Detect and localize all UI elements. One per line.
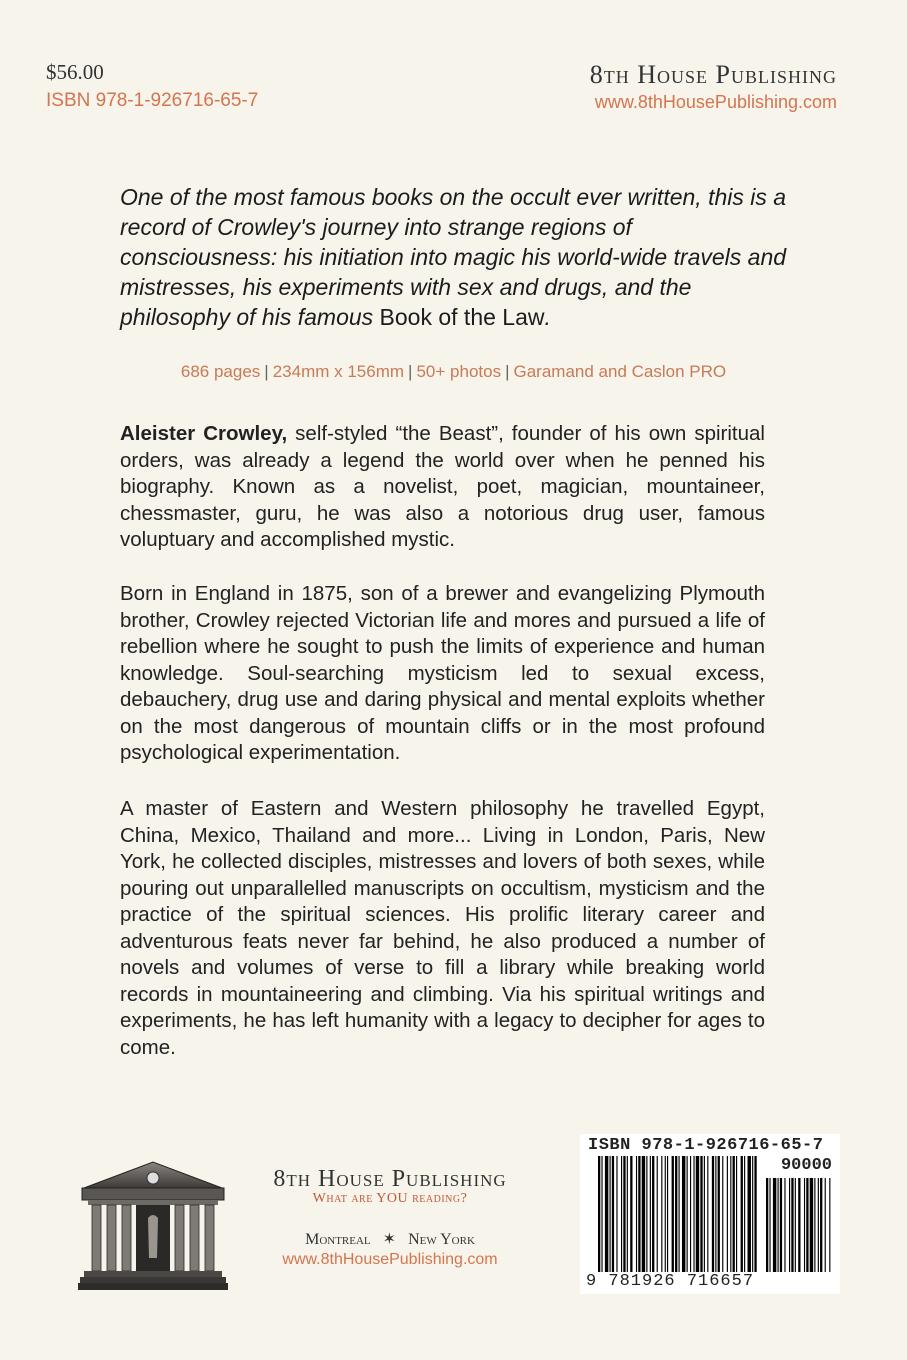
- barcode-bar: [727, 1156, 728, 1272]
- barcode-bar: [646, 1156, 647, 1272]
- price: $56.00: [46, 60, 104, 84]
- barcode-bar: [642, 1156, 645, 1272]
- isbn-top: ISBN 978-1-926716-65-7: [46, 90, 259, 111]
- barcode-bar: [712, 1156, 714, 1272]
- footer-publisher-name: 8th House Publishing: [273, 1166, 507, 1192]
- blurb: [120, 182, 788, 332]
- barcode-bars: [580, 1134, 840, 1294]
- footer-tagline: What are YOU reading?: [312, 1191, 468, 1206]
- barcode-bar: [804, 1178, 805, 1272]
- barcode-bar: [612, 1156, 614, 1272]
- barcode-bar: [810, 1178, 813, 1272]
- barcode-bar: [715, 1156, 716, 1272]
- publisher-url[interactable]: www.8thHousePublishing.com: [594, 92, 837, 112]
- barcode-bar: [766, 1178, 768, 1272]
- barcode-bar: [650, 1156, 651, 1272]
- barcode-bar: [630, 1156, 632, 1272]
- barcode-bar: [627, 1156, 628, 1272]
- star-icon: ✶: [382, 1231, 397, 1248]
- barcode-bar: [806, 1178, 808, 1272]
- barcode: [580, 1134, 840, 1294]
- barcode-bar: [722, 1156, 723, 1272]
- paragraph-1: [120, 421, 765, 554]
- spec-separator: |: [505, 362, 510, 381]
- barcode-bar: [690, 1156, 691, 1272]
- barcode-digits: 9 781926 716657: [586, 1272, 755, 1291]
- barcode-bar: [736, 1156, 737, 1272]
- barcode-bar: [814, 1178, 815, 1272]
- barcode-bar: [601, 1156, 602, 1272]
- temple-logo-icon: [78, 1158, 228, 1292]
- barcode-bar: [707, 1156, 708, 1272]
- barcode-bar: [636, 1156, 637, 1272]
- barcode-bar: [652, 1156, 654, 1272]
- barcode-bar: [672, 1156, 674, 1272]
- barcode-bar: [667, 1156, 668, 1272]
- city-montreal: Montreal: [305, 1231, 371, 1248]
- book-title: Book of the Law: [379, 304, 545, 330]
- blurb-text: One of the most famous books on the occult ever written, this is a record of Crowley's journey into strange regions of consciousness: his initiation into magic his world-wide travels and mistresses, his experiments with sex and drugs, and the philosophy of his famous: [120, 184, 787, 330]
- barcode-bar: [769, 1178, 770, 1272]
- barcode-bar: [773, 1178, 776, 1272]
- barcode-bar: [693, 1156, 694, 1272]
- barcode-bar: [825, 1178, 826, 1272]
- spec-separator: |: [264, 362, 269, 381]
- barcode-bar: [818, 1178, 819, 1272]
- barcode-bar: [638, 1156, 640, 1272]
- barcode-bar: [675, 1156, 677, 1272]
- publisher-header: [590, 60, 837, 113]
- footer-url[interactable]: www.8thHousePublishing.com: [282, 1251, 498, 1268]
- spec-size: 234mm x 156mm: [272, 362, 405, 381]
- blurb-end: .: [544, 304, 551, 330]
- paragraph-1-text: self-styled “the Beast”, founder of his own spiritual orders, was already a legend the world over when he penned his biography. Known as a novelist, poet, magician, mountaineer, chessmaster, guru, he was also a notorious drug user, famous voluptuary and accomplished mystic.: [120, 422, 765, 551]
- barcode-bar: [657, 1156, 658, 1272]
- spec-fonts: Garamand and Caslon PRO: [513, 362, 727, 381]
- barcode-bar: [718, 1156, 720, 1272]
- barcode-bar: [752, 1156, 753, 1272]
- barcode-bar: [665, 1156, 666, 1272]
- paragraph-3: A master of Eastern and Western philosophy he travelled Egypt, China, Mexico, Thailand and more... Living in London, Paris, New York, he collected disciples, mistresses and lovers of both sexes, while pouring out unparallelled manuscripts on occultism, mysticism and the practice of the spiritual sciences. His prolific literary career and adventurous feats never far behind, he also produced a number of novels and volumes of verse to fill a library while breaking world records in mountaineering and climbing. Via his spiritual writings and experiments, he has left humanity with a legacy to decipher for ages to come.: [120, 797, 765, 1059]
- spec-photos: 50+ photos: [416, 362, 502, 381]
- barcode-bar: [682, 1156, 685, 1272]
- barcode-bar: [704, 1156, 705, 1272]
- barcode-bar: [605, 1156, 608, 1272]
- barcode-bar: [754, 1156, 756, 1272]
- barcode-bar: [780, 1178, 782, 1272]
- barcode-bar: [700, 1156, 702, 1272]
- barcode-bar: [791, 1178, 793, 1272]
- barcode-bar: [829, 1178, 830, 1272]
- barcode-bar: [730, 1156, 731, 1272]
- barcode-price-code: 90000: [780, 1156, 832, 1175]
- barcode-bar: [789, 1178, 790, 1272]
- publisher-footer: [240, 1166, 540, 1269]
- barcode-bar: [610, 1156, 611, 1272]
- spec-separator: |: [408, 362, 413, 381]
- barcode-bar: [778, 1178, 779, 1272]
- barcode-bar: [679, 1156, 680, 1272]
- barcode-bar: [733, 1156, 735, 1272]
- barcode-bar: [784, 1178, 785, 1272]
- barcode-bar: [820, 1178, 822, 1272]
- barcode-bar: [798, 1178, 800, 1272]
- barcode-bar: [598, 1156, 600, 1272]
- book-specs: [0, 362, 907, 382]
- barcode-bar: [795, 1178, 796, 1272]
- barcode-bar: [623, 1156, 625, 1272]
- spec-pages: 686 pages: [180, 362, 261, 381]
- barcode-bar: [616, 1156, 617, 1272]
- barcode-bar: [621, 1156, 622, 1272]
- footer-cities: [240, 1229, 540, 1249]
- barcode-bar: [687, 1156, 688, 1272]
- barcode-bar: [741, 1156, 743, 1272]
- publisher-name: 8th House Publishing: [589, 60, 837, 89]
- author-name: Aleister Crowley,: [120, 422, 288, 445]
- barcode-bar: [748, 1156, 751, 1272]
- barcode-bar: [661, 1156, 662, 1272]
- city-new-york: New York: [408, 1231, 475, 1248]
- barcode-isbn: ISBN 978-1-926716-65-7: [588, 1136, 824, 1155]
- barcode-bar: [744, 1156, 745, 1272]
- barcode-bar: [696, 1156, 699, 1272]
- paragraph-2: Born in England in 1875, son of a brewer and evangelizing Plymouth brother, Crowley rejected Victorian life and mores and pursued a life of rebellion where he sought to push the limits of experience and human knowledge. Soul-searching mysticism led to sexual excess, debauchery, drug use and daring physical and mental exploits whether on the most dangerous of mountain cliffs or in the most profound psychological experimentation.: [120, 582, 765, 764]
